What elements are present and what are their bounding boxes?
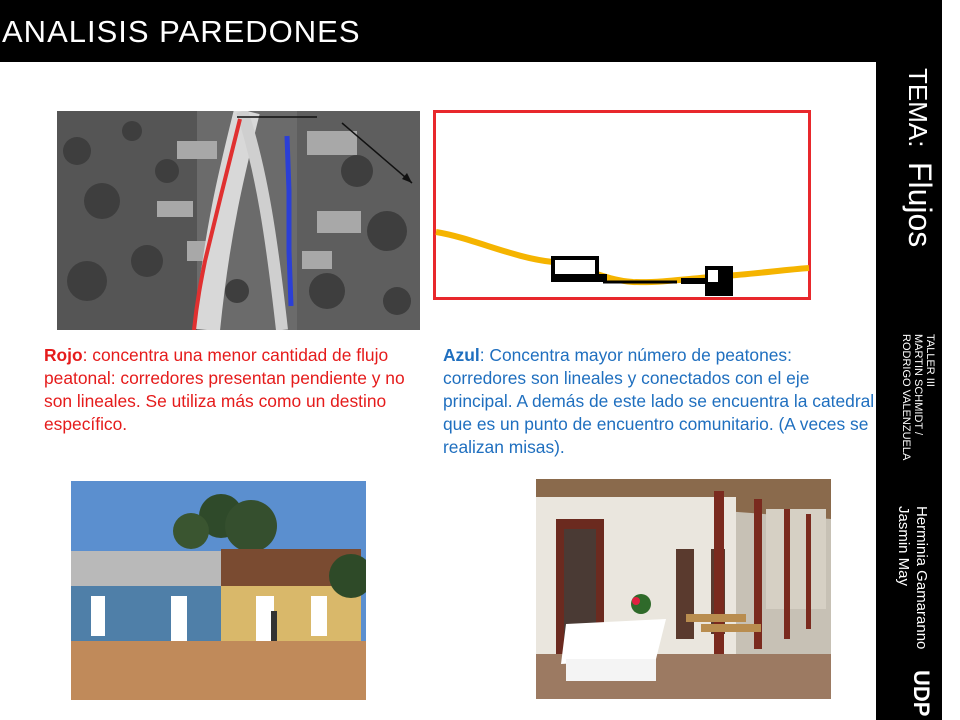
street-houses-photo (71, 481, 366, 700)
author-2: Jasmin May (895, 506, 912, 587)
udp-logo: UDP (909, 670, 934, 717)
professor-1: MARTIN SCHMIDT / (912, 334, 924, 436)
sidebar (876, 62, 942, 720)
corridor-photo (536, 479, 831, 699)
red-keyword: Rojo (44, 345, 83, 365)
topic-value: Flujos (902, 161, 938, 248)
red-description (44, 344, 430, 436)
aerial-photo (57, 111, 420, 330)
topic-label (901, 68, 938, 247)
course-info (900, 334, 936, 460)
red-body: : concentra una menor cantidad de flujo peatonal: corredores presentan pendiente y no son lineales. Se utiliza más como un destino específico. (44, 345, 405, 434)
professor-2: RODRIGO VALENZUELA (900, 334, 912, 461)
title-bar (0, 0, 942, 62)
blue-keyword: Azul (443, 345, 480, 365)
author-1: Herminia Gamaranno (913, 506, 930, 650)
topic-prefix: TEMA: (903, 68, 933, 148)
course-name: TALLER III (924, 334, 936, 387)
blue-description (443, 344, 875, 459)
page-title: ANALISIS PAREDONES (2, 14, 361, 49)
blue-body: : Concentra mayor número de peatones: corredores son lineales y conectados con el eje principal. A demás de este lado se encuentra la catedral que es un punto de encuentro comunitario. (A veces se realizan misas). (443, 345, 875, 457)
section-diagram (433, 110, 811, 300)
authors (894, 506, 930, 649)
